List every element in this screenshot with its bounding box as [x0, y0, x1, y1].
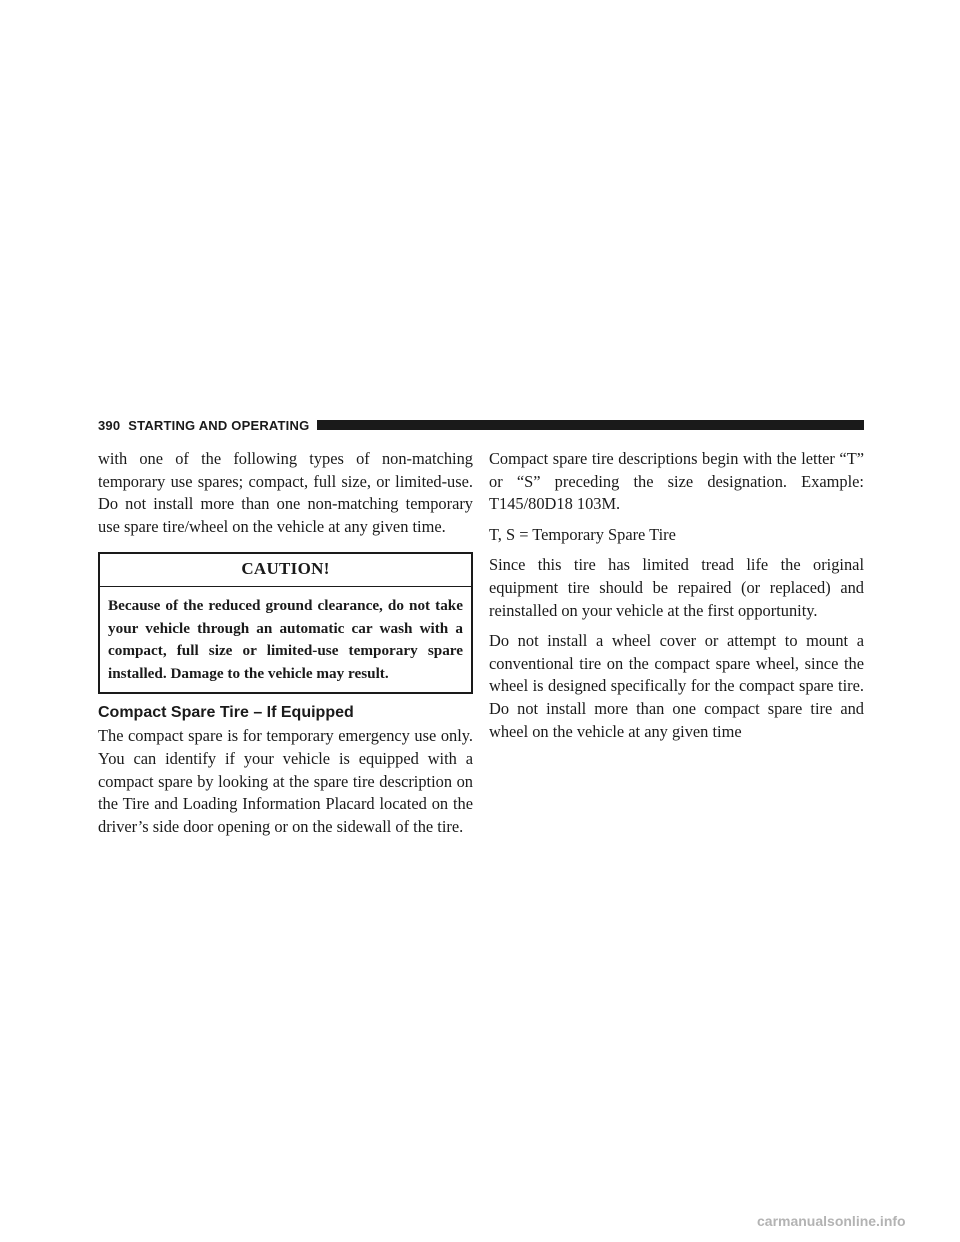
page-header — [98, 416, 864, 434]
watermark-text: carmanualsonline.info — [757, 1213, 906, 1229]
spare-description-paragraph: Compact spare tire descriptions begin with the letter “T” or “S” preceding the size designation. Example: T145/80D18 103M. — [489, 449, 864, 514]
compact-spare-paragraph: The compact spare is for temporary emergency use only. You can identify if your vehicle is equipped with a compact spare by looking at the spare tire description on the Tire and Loading Information Placard located on the driver’s side door opening or on the sidewall of the tire. — [98, 726, 473, 836]
right-column — [489, 448, 864, 751]
compact-spare-heading: Compact Spare Tire – If Equipped — [98, 704, 354, 722]
header-rule — [317, 420, 864, 430]
caution-body: Because of the reduced ground clearance, do not take your vehicle through an automatic car wash with a compact, full size or limited-use temporary spare installed. Damage to the vehicle may result. — [108, 596, 463, 682]
caution-box — [98, 552, 473, 694]
section-title: STARTING AND OPERATING — [128, 417, 310, 433]
temporary-spare-definition: T, S = Temporary Spare Tire — [489, 524, 676, 544]
wheel-cover-paragraph: Do not install a wheel cover or attempt to mount a conventional tire on the compact spare wheel, since the wheel is designed specifically for the compact spare tire. Do not install more than one compact spare tire and wheel on the vehicle at any given time — [489, 631, 864, 741]
intro-paragraph: with one of the following types of non-matching temporary use spares; compact, full size, or limited-use. Do not install more than one non-matching temporary use spare tire/wheel on the vehicle at any given time. — [98, 449, 473, 536]
page-number: 390 — [98, 417, 121, 433]
tread-life-paragraph: Since this tire has limited tread life the original equipment tire should be repaired (or replaced) and reinstalled on your vehicle at the first opportunity. — [489, 555, 864, 620]
left-column — [98, 448, 473, 846]
caution-title: CAUTION! — [100, 554, 471, 587]
